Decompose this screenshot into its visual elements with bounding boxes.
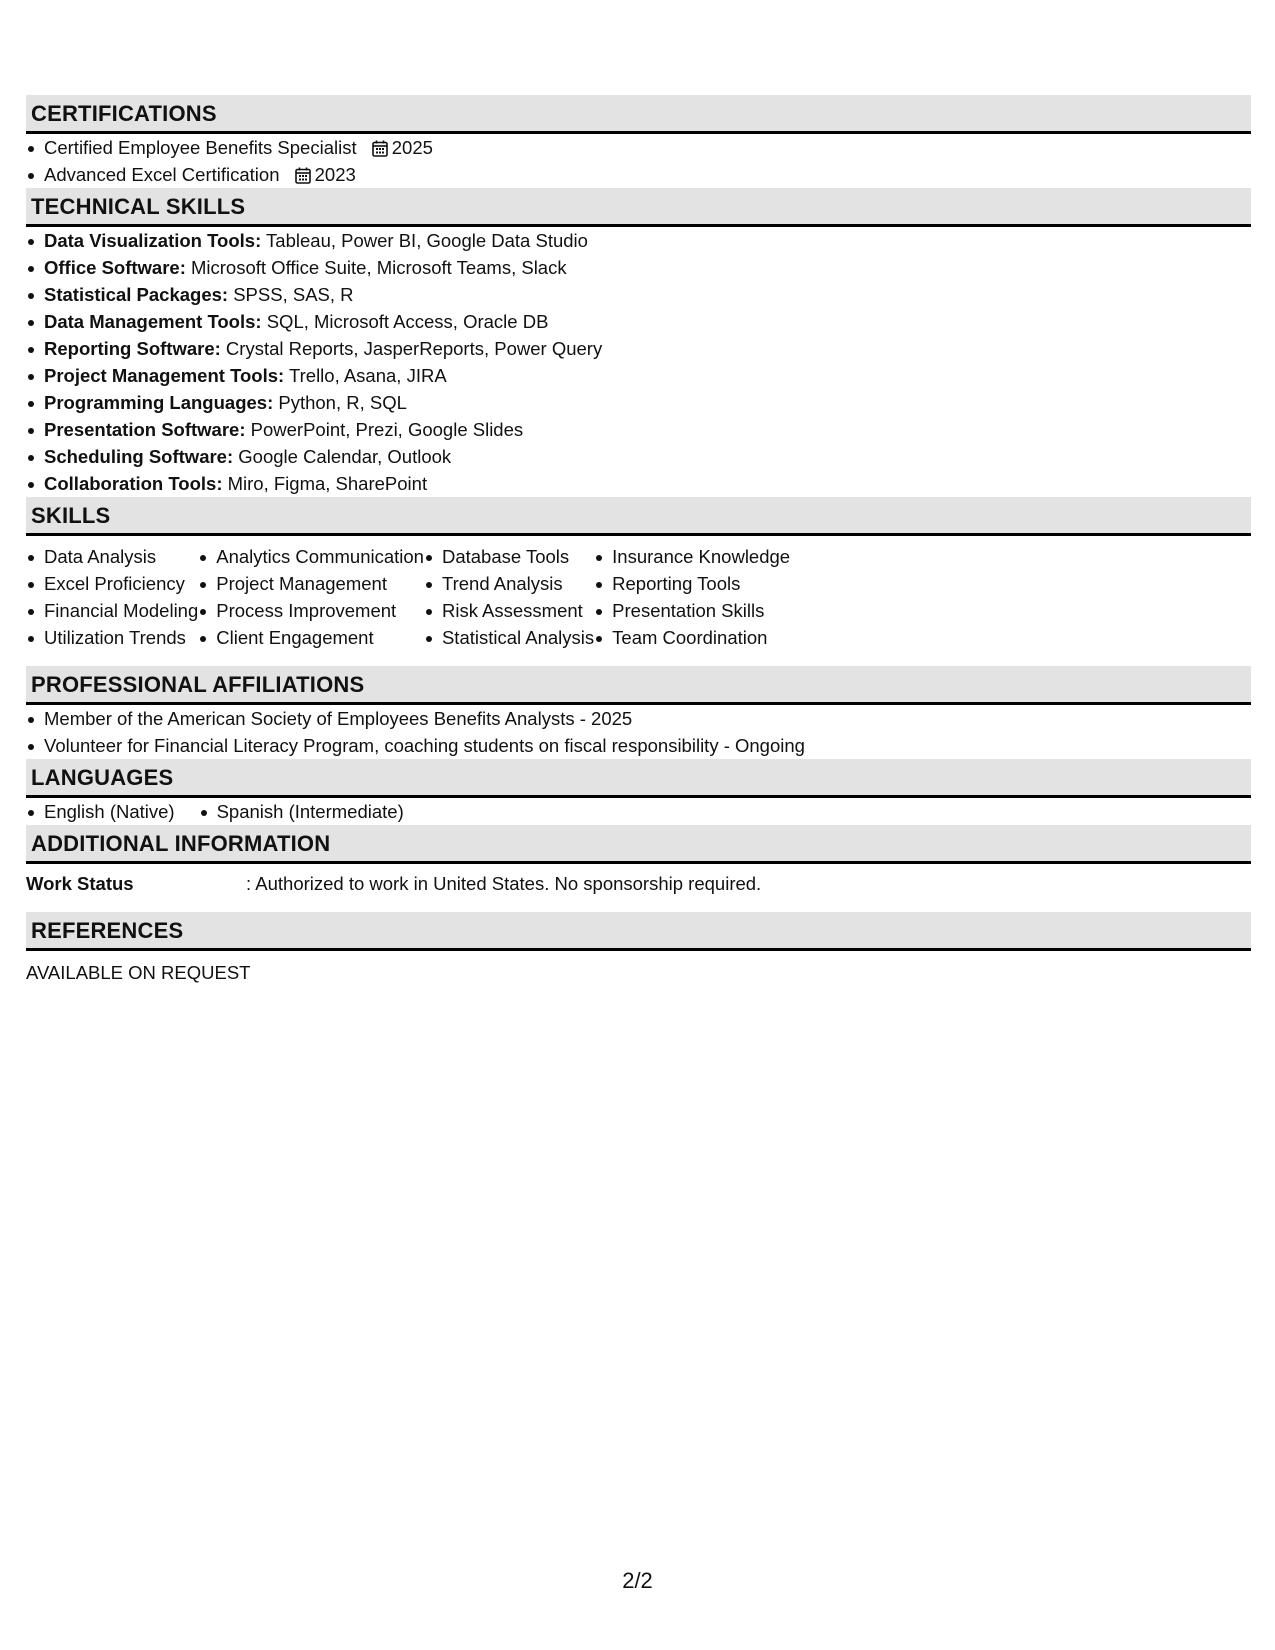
skill-category: Data Visualization Tools: [44, 230, 262, 251]
skill-item: Analytics Communication [198, 543, 424, 570]
work-status-row [26, 864, 1251, 912]
skills-grid [26, 536, 1251, 666]
skill-item: Client Engagement [198, 624, 424, 651]
skill-category: Data Management Tools: [44, 311, 262, 332]
skills-column [594, 543, 790, 651]
technical-skill-item [26, 389, 1251, 416]
technical-skill-item [26, 254, 1251, 281]
resume-page [26, 95, 1251, 987]
technical-skill-item [26, 362, 1251, 389]
skill-category: Statistical Packages: [44, 284, 229, 305]
skill-values: Tableau, Power BI, Google Data Studio [261, 230, 588, 251]
technical-skill-item [26, 470, 1251, 497]
skill-item: Excel Proficiency [26, 570, 198, 597]
skill-item: Statistical Analysis [424, 624, 594, 651]
affiliation-item: Member of the American Society of Employees Benefits Analysts - 2025 [26, 705, 1251, 732]
technical-skill-item [26, 281, 1251, 308]
additional-info-heading: ADDITIONAL INFORMATION [26, 825, 1251, 864]
languages-section [26, 759, 1251, 825]
skill-item: Database Tools [424, 543, 594, 570]
skill-item: Trend Analysis [424, 570, 594, 597]
skill-item: Financial Modeling [26, 597, 198, 624]
calendar-icon [295, 164, 311, 191]
technical-skill-item [26, 443, 1251, 470]
skills-column [424, 543, 594, 651]
skills-column [26, 543, 198, 651]
references-section [26, 912, 1251, 987]
skill-values: Google Calendar, Outlook [233, 446, 452, 467]
skills-heading: SKILLS [26, 497, 1251, 536]
skill-category: Scheduling Software: [44, 446, 234, 467]
affiliations-heading: PROFESSIONAL AFFILIATIONS [26, 666, 1251, 705]
skill-item: Project Management [198, 570, 424, 597]
skill-category: Collaboration Tools: [44, 473, 223, 494]
work-status-value: : Authorized to work in United States. No sponsorship required. [246, 873, 762, 894]
affiliation-item: Volunteer for Financial Literacy Program, coaching students on fiscal responsibility - Ongoing [26, 732, 1251, 759]
skill-item: Insurance Knowledge [594, 543, 790, 570]
certification-name: Advanced Excel Certification [44, 164, 280, 185]
certifications-section [26, 95, 1251, 188]
certification-year: 2025 [391, 137, 433, 158]
language-item: Spanish (Intermediate) [199, 798, 404, 825]
technical-skills-section [26, 188, 1251, 497]
skill-category: Programming Languages: [44, 392, 274, 413]
languages-list [26, 798, 1251, 825]
skill-values: Python, R, SQL [273, 392, 407, 413]
skill-values: Miro, Figma, SharePoint [222, 473, 428, 494]
skill-values: SPSS, SAS, R [228, 284, 354, 305]
additional-info-section [26, 825, 1251, 912]
certification-item [26, 161, 1251, 188]
languages-heading: LANGUAGES [26, 759, 1251, 798]
certifications-list [26, 134, 1251, 188]
skill-item: Team Coordination [594, 624, 790, 651]
skill-values: Trello, Asana, JIRA [284, 365, 447, 386]
skill-category: Reporting Software: [44, 338, 221, 359]
certification-item [26, 134, 1251, 161]
certifications-heading: CERTIFICATIONS [26, 95, 1251, 134]
references-text: AVAILABLE ON REQUEST [26, 962, 251, 983]
technical-skill-item [26, 416, 1251, 443]
technical-skill-item [26, 308, 1251, 335]
certification-year: 2023 [314, 164, 356, 185]
skill-category: Project Management Tools: [44, 365, 285, 386]
technical-skill-item [26, 227, 1251, 254]
language-item: English (Native) [26, 798, 175, 825]
skill-values: Crystal Reports, JasperReports, Power Query [220, 338, 603, 359]
work-status-label: Work Status [26, 873, 134, 894]
skill-item: Reporting Tools [594, 570, 790, 597]
page-number: 2/2 [622, 1568, 653, 1593]
calendar-icon [372, 137, 388, 164]
technical-skills-list [26, 227, 1251, 497]
skill-item: Data Analysis [26, 543, 198, 570]
skill-values: SQL, Microsoft Access, Oracle DB [261, 311, 549, 332]
skills-column [198, 543, 424, 651]
skill-values: PowerPoint, Prezi, Google Slides [245, 419, 524, 440]
skill-item: Process Improvement [198, 597, 424, 624]
technical-skill-item [26, 335, 1251, 362]
skills-section [26, 497, 1251, 666]
affiliations-list [26, 705, 1251, 759]
references-heading: REFERENCES [26, 912, 1251, 951]
affiliations-section [26, 666, 1251, 759]
certification-name: Certified Employee Benefits Specialist [44, 137, 357, 158]
skill-item: Utilization Trends [26, 624, 198, 651]
skill-values: Microsoft Office Suite, Microsoft Teams, Slack [185, 257, 567, 278]
skill-item: Risk Assessment [424, 597, 594, 624]
skill-category: Presentation Software: [44, 419, 246, 440]
skill-category: Office Software: [44, 257, 186, 278]
skill-item: Presentation Skills [594, 597, 790, 624]
technical-skills-heading: TECHNICAL SKILLS [26, 188, 1251, 227]
